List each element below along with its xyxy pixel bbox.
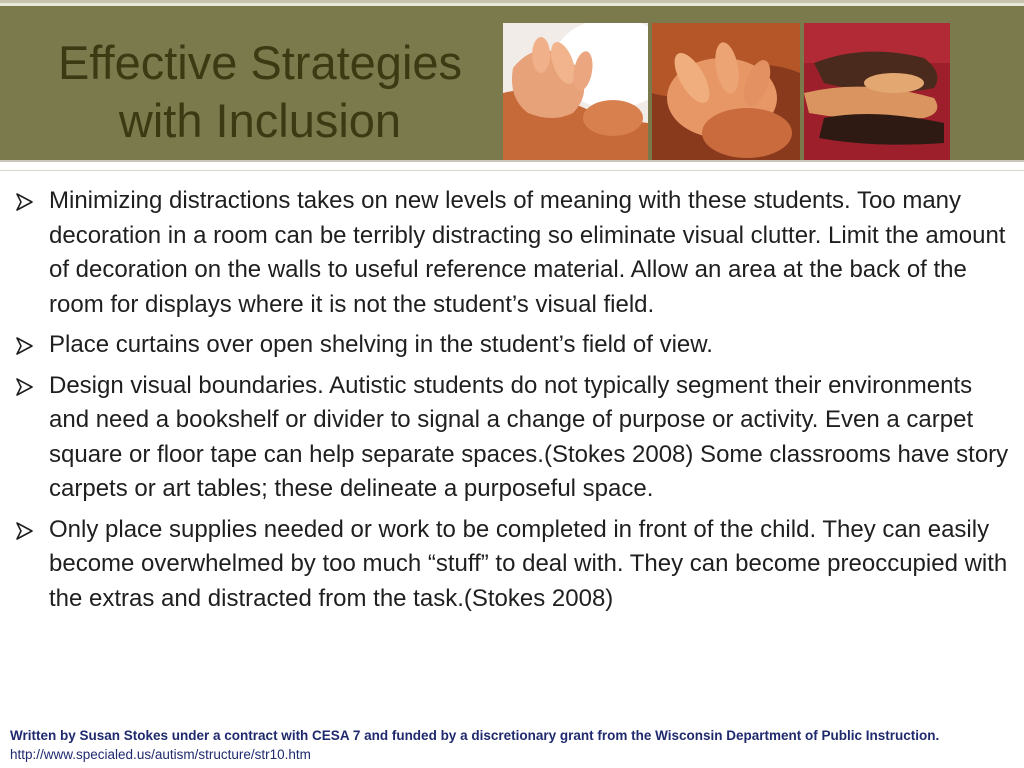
bullet-item bbox=[12, 369, 1012, 507]
arrowhead-bullet-icon bbox=[14, 521, 34, 541]
bullet-text: Design visual boundaries. Autistic students do not typically segment their environments and need a bookshelf or divider to signal a change of purpose or activity. Even a carpet square or floor tape can help separate spaces.(Stokes 2008) Some classrooms have story carpets or art tables; these delineate a purposeful space. bbox=[49, 371, 1009, 502]
title-line-2: with Inclusion bbox=[118, 94, 402, 147]
bullet-item bbox=[12, 328, 1012, 363]
bullet-list bbox=[12, 184, 1012, 622]
photo-holding-hands bbox=[652, 23, 800, 162]
arrowhead-bullet-icon bbox=[14, 377, 34, 397]
bullet-item bbox=[12, 513, 1012, 617]
footer-credit-text: Written by Susan Stokes under a contract with CESA 7 and funded by a discretionary grant from the Wisconsin Department of Public Instruction. bbox=[10, 728, 940, 743]
footer-url-link[interactable]: http://www.specialed.us/autism/structure/str10.htm bbox=[10, 747, 311, 762]
header-divider bbox=[0, 160, 1024, 162]
photo-stacked-hands bbox=[804, 23, 950, 162]
arrowhead-bullet-icon bbox=[14, 336, 34, 356]
header-divider-thin bbox=[0, 170, 1024, 171]
bullet-text: Only place supplies needed or work to be completed in front of the child. They can easily become overwhelmed by too much “stuff” to deal with. They can become preoccupied with the extras and distracted from the task.(Stokes 2008) bbox=[49, 515, 1008, 612]
bullet-text: Minimizing distractions takes on new levels of meaning with these students. Too many decoration in a room can be terribly distracting so eliminate visual clutter. Limit the amount of decoration on the walls to useful reference material. Allow an area at the back of the room for displays where it is not the student’s visual field. bbox=[49, 187, 1006, 318]
photo-adult-child-hands bbox=[503, 23, 648, 162]
arrowhead-bullet-icon bbox=[14, 192, 34, 212]
bullet-text: Place curtains over open shelving in the student’s field of view. bbox=[49, 331, 713, 358]
footer-credit bbox=[10, 726, 1014, 764]
header-band bbox=[0, 3, 1024, 160]
slide-title bbox=[30, 34, 490, 150]
title-line-1: Effective Strategies bbox=[57, 36, 463, 89]
bullet-item bbox=[12, 184, 1012, 322]
